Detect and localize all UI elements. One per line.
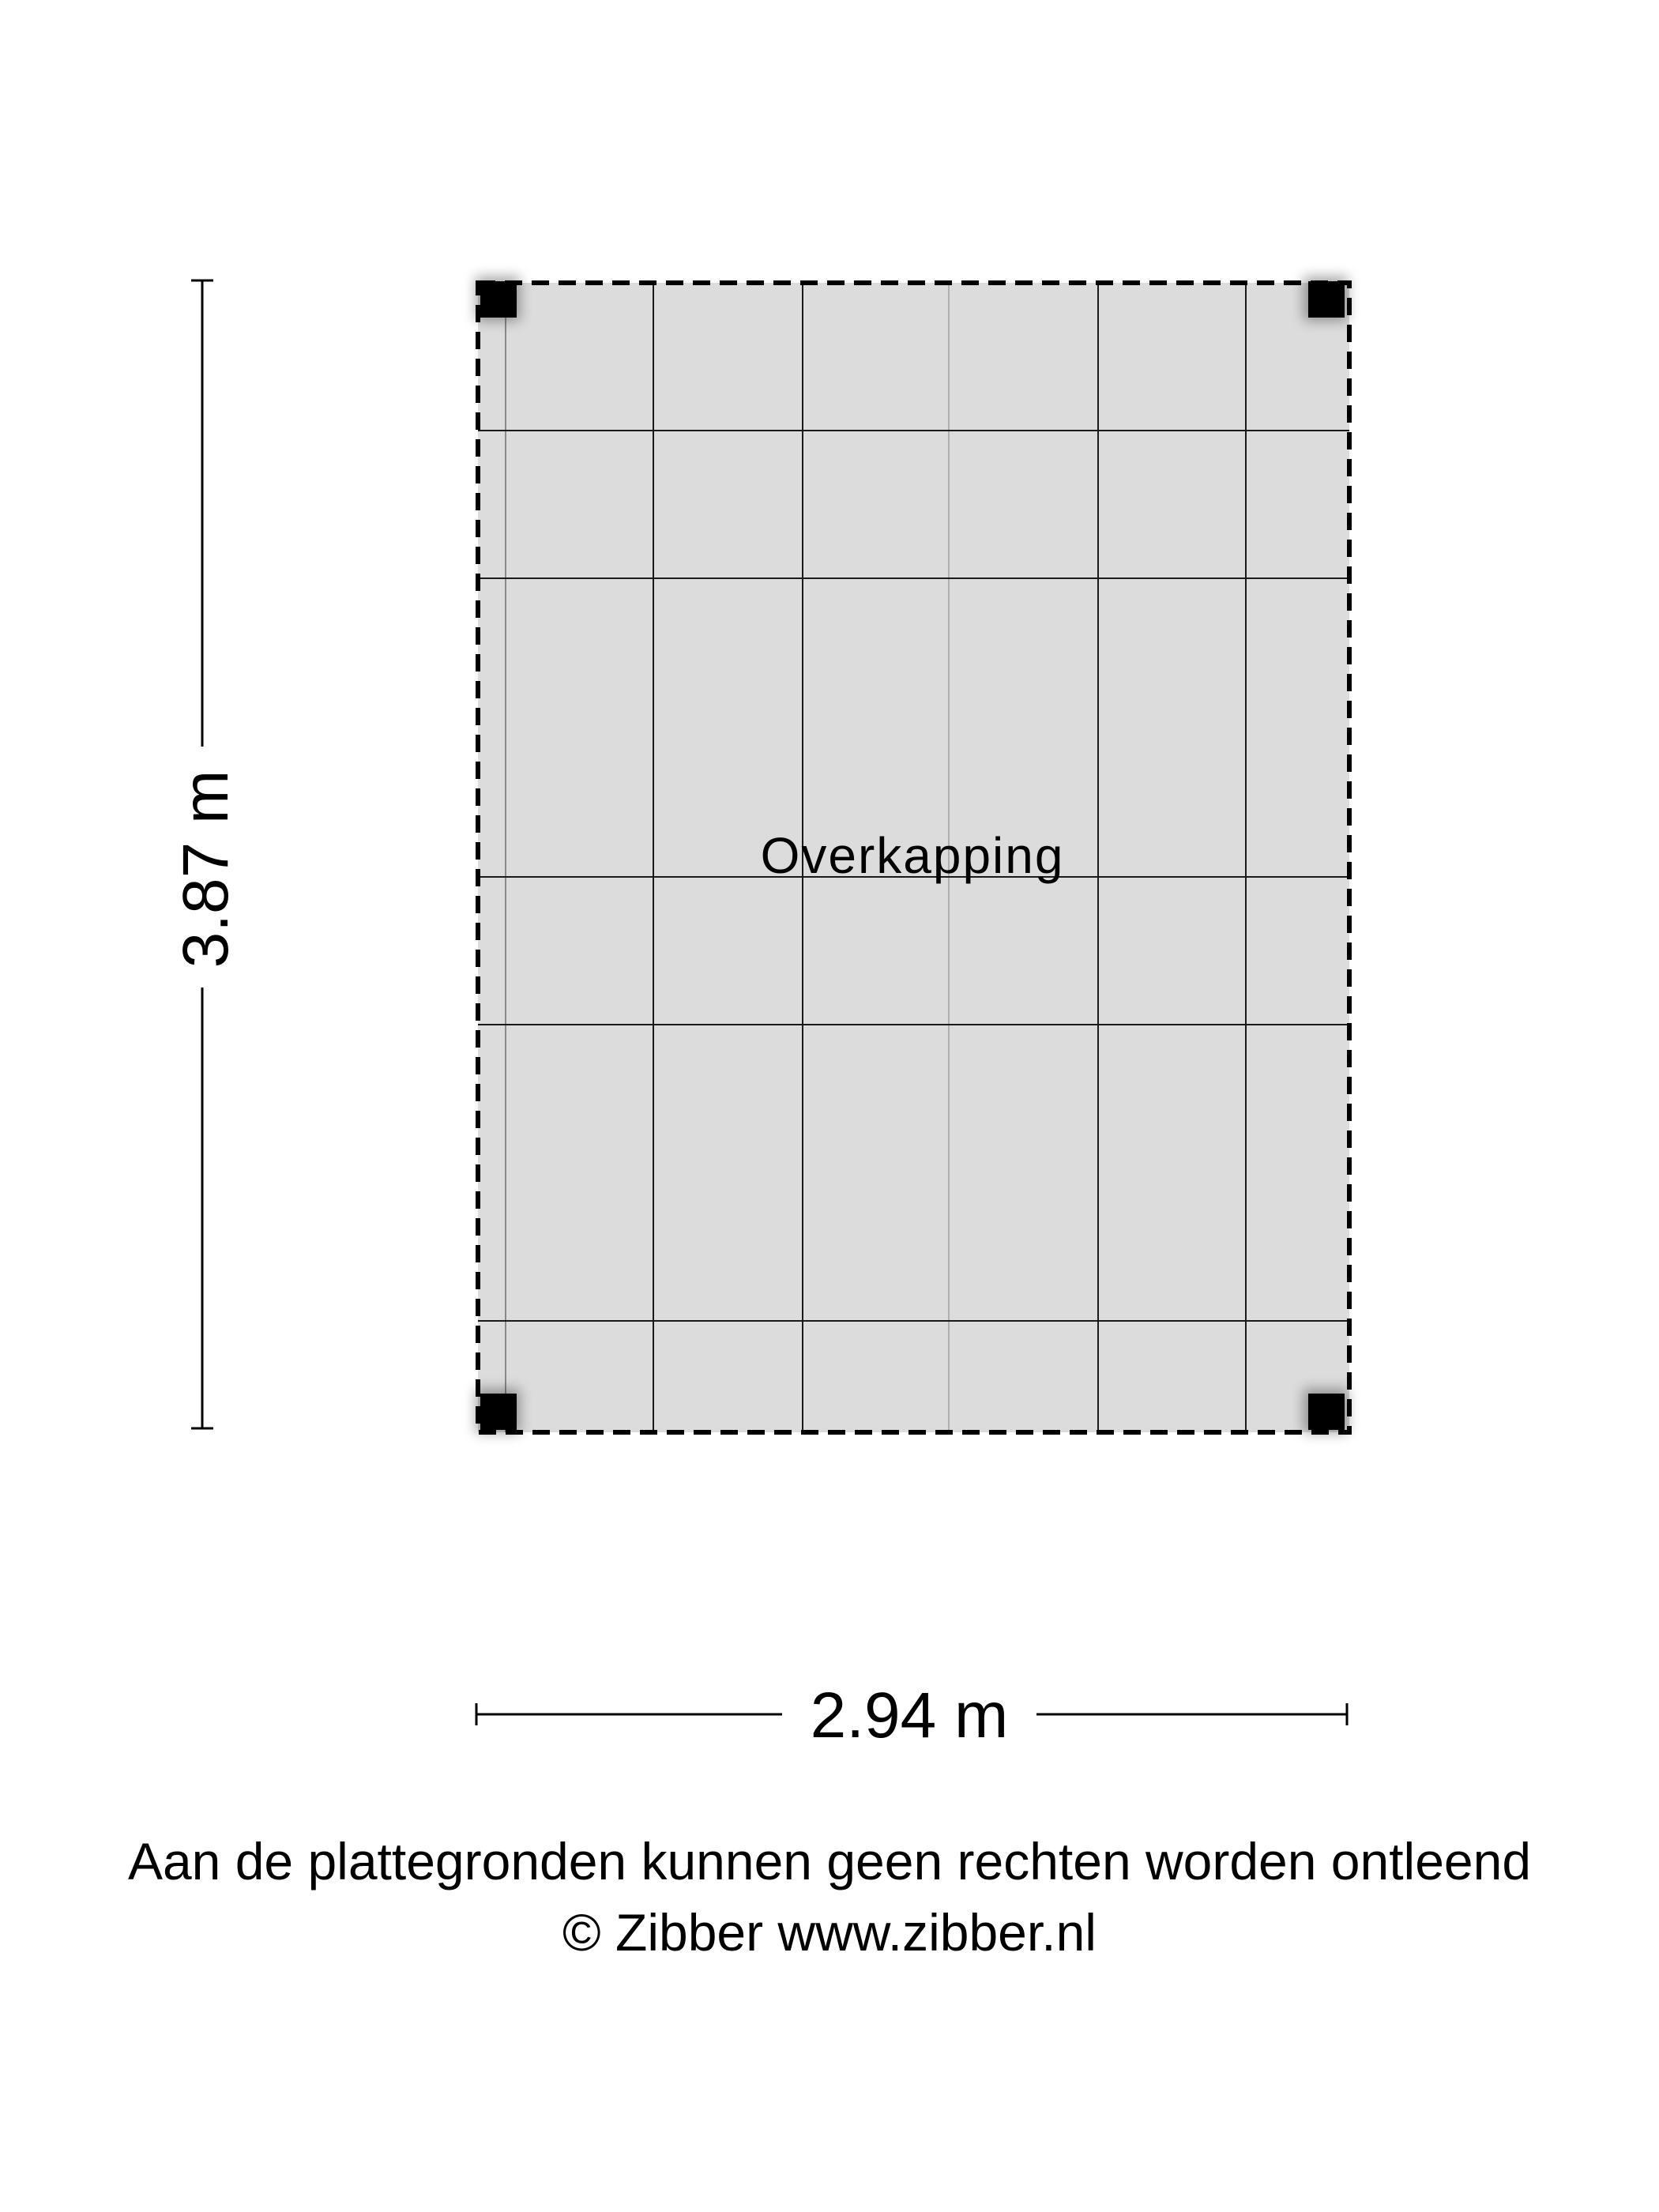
disclaimer-text: Aan de plattegronden kunnen geen rechten worden ontleend [127, 1832, 1532, 1890]
corner-post-bottom-right [1308, 1394, 1345, 1430]
height-dimension-label: 3.87 m [170, 769, 242, 969]
room-label: Overkapping [760, 827, 1065, 884]
corner-post-bottom-left [480, 1394, 517, 1430]
width-dimension-label: 2.94 m [810, 1680, 1009, 1751]
corner-post-top-right [1308, 281, 1345, 318]
corner-post-top-left [480, 281, 517, 318]
copyright-text: © Zibber www.zibber.nl [562, 1903, 1097, 1962]
